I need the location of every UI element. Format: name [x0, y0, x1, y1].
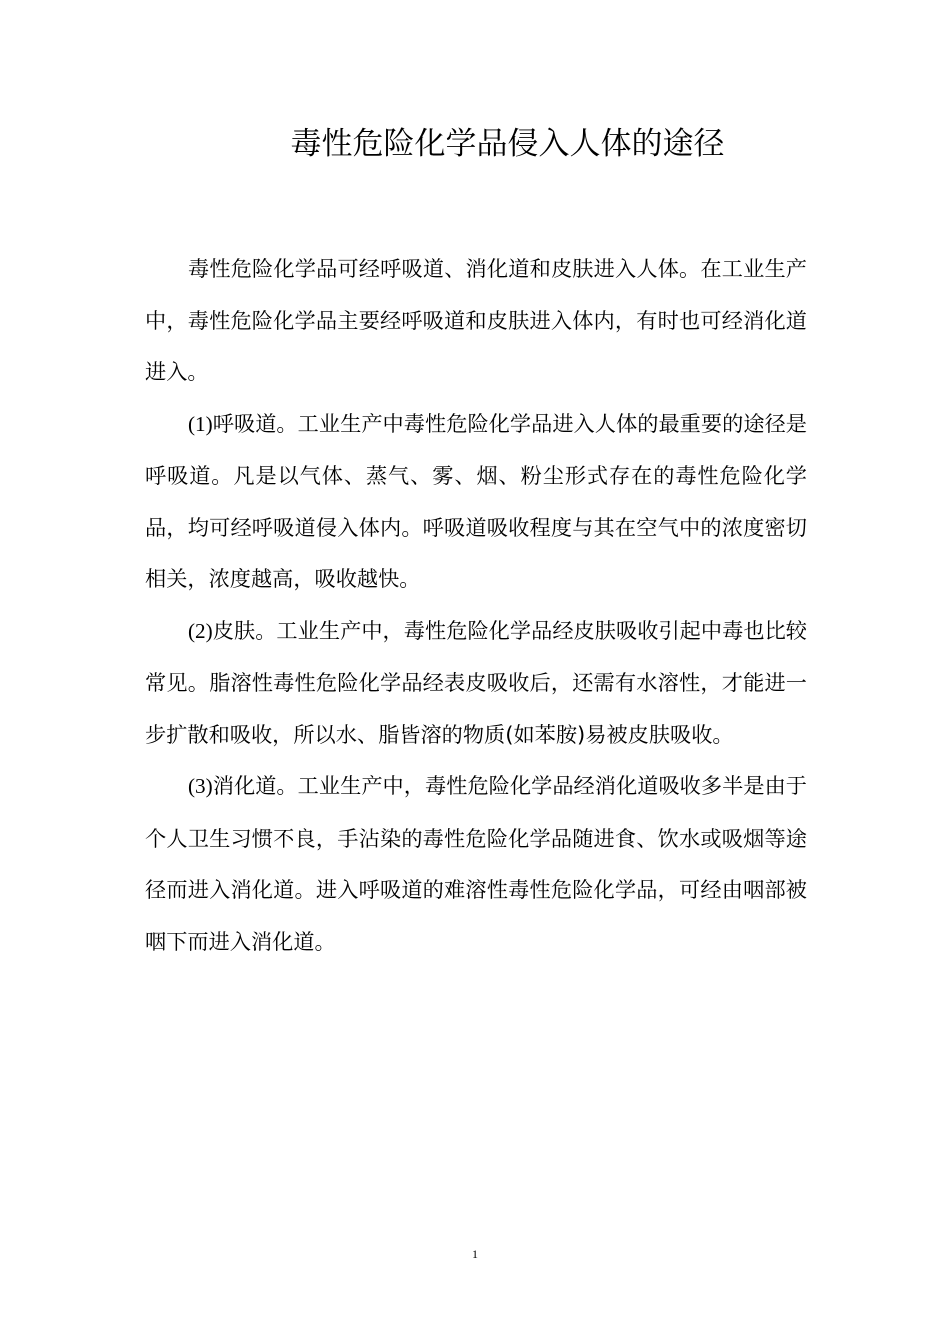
document-body	[145, 243, 807, 967]
document-title: 毒性危险化学品侵入人体的途径	[290, 126, 725, 162]
paragraph-number: (1)	[188, 411, 213, 436]
paragraph-text: 毒性危险化学品可经呼吸道、消化道和皮肤进入人体。在工业生产中，毒性危险化学品主要经呼吸道和皮肤进入体内，有时也可经消化道进入。	[145, 256, 807, 384]
paragraph-digestive	[145, 760, 807, 967]
paragraph-text: 皮肤。工业生产中，毒性危险化学品经皮肤吸收引起中毒也比较常见。脂溶性毒性危险化学品经表皮吸收后，还需有水溶性，才能进一步扩散和吸收，所以水、脂皆溶的物质(如苯胺)易被皮肤吸收。	[145, 617, 807, 747]
paragraph-text: 呼吸道。工业生产中毒性危险化学品进入人体的最重要的途径是呼吸道。凡是以气体、蒸气、雾、烟、粉尘形式存在的毒性危险化学品，均可经呼吸道侵入体内。呼吸道吸收程度与其在空气中的浓度密切相关，浓度越高，吸收越快。	[145, 410, 807, 591]
paragraph-respiratory	[145, 398, 807, 605]
paragraph-intro	[145, 243, 807, 398]
paragraph-text: 消化道。工业生产中，毒性危险化学品经消化道吸收多半是由于个人卫生习惯不良，手沾染的毒性危险化学品随进食、饮水或吸烟等途径而进入消化道。进入呼吸道的难溶性毒性危险化学品，可经由咽部被咽下而进入消化道。	[145, 773, 807, 954]
paragraph-number: (3)	[188, 774, 213, 798]
paragraph-number: (2)	[188, 618, 213, 643]
paragraph-skin	[145, 605, 807, 761]
page-number: 1	[472, 1247, 478, 1261]
